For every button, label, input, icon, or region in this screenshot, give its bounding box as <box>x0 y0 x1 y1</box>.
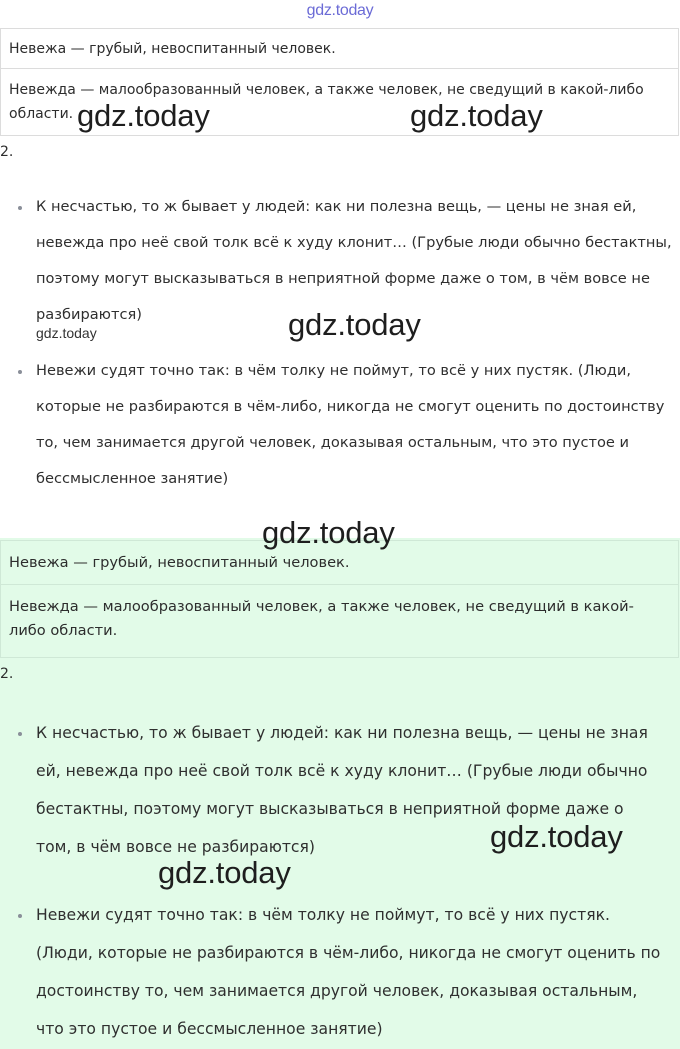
definition-row <box>1 585 678 657</box>
watermark: gdz.today <box>490 819 623 854</box>
watermark: gdz.today <box>36 325 97 341</box>
definition-text: Невежда — малообразованный человек, а также человек, не сведущий в какой-либо области. <box>9 598 634 639</box>
definition-text: Невежа — грубый, невоспитанный человек. <box>9 41 336 57</box>
bullet-dot <box>18 732 22 736</box>
bullet-dot <box>18 206 22 210</box>
watermark: gdz.today <box>410 98 543 133</box>
definition-row <box>1 29 678 69</box>
top-watermark: gdz.today <box>306 2 374 19</box>
watermark: gdz.today <box>288 307 421 342</box>
definitions-table <box>0 540 679 658</box>
bullet-dot <box>18 370 22 374</box>
bullet-list <box>0 189 680 497</box>
list-item <box>0 714 680 896</box>
watermark: gdz.today <box>158 855 291 890</box>
list-item-text: К несчастью, то ж бывает у людей: как ни полезна вещь, — цены не зная ей, невежда про неё свой толк всё к худу клонит… (Грубые люди обычно бестактны, поэтому могут высказываться в неприятной форме даже о том, в чём вовсе не разбираются) <box>36 198 672 323</box>
list-item <box>0 896 680 1048</box>
list-item-text: Невежи судят точно так: в чём толку не поймут, то всё у них пустяк. (Люди, которые не разбираются в чём-либо, никогда не смогут оценить по достоинству то, чем занимается другой человек, доказывая остальным, что это пустое и бессмысленное занятие) <box>36 362 665 487</box>
bullet-dot <box>18 914 22 918</box>
watermark: gdz.today <box>262 515 395 550</box>
list-item <box>0 353 680 497</box>
item-number: 2. <box>0 144 14 160</box>
watermark: gdz.today <box>77 98 210 133</box>
bullet-list <box>0 714 680 1048</box>
item-number: 2. <box>0 666 14 682</box>
definition-text: Невежа — грубый, невоспитанный человек. <box>9 554 350 571</box>
definition-text: Невежда — малообразованный человек, а также человек, не сведущий в какой-либо области. <box>9 82 644 122</box>
list-item-text: Невежи судят точно так: в чём толку не поймут, то всё у них пустяк. (Люди, которые не разбираются в чём-либо, никогда не смогут оценить по достоинству то, чем занимается другой человек, доказывая остальным, что это пустое и бессмысленное занятие) <box>36 906 661 1038</box>
list-item-text: К несчастью, то ж бывает у людей: как ни полезна вещь, — цены не зная ей, невежда про неё свой толк всё к худу клонит… (Грубые люди обычно бестактны, поэтому могут высказываться в неприятной форме даже о том, в чём вовсе не разбираются) <box>36 724 648 856</box>
